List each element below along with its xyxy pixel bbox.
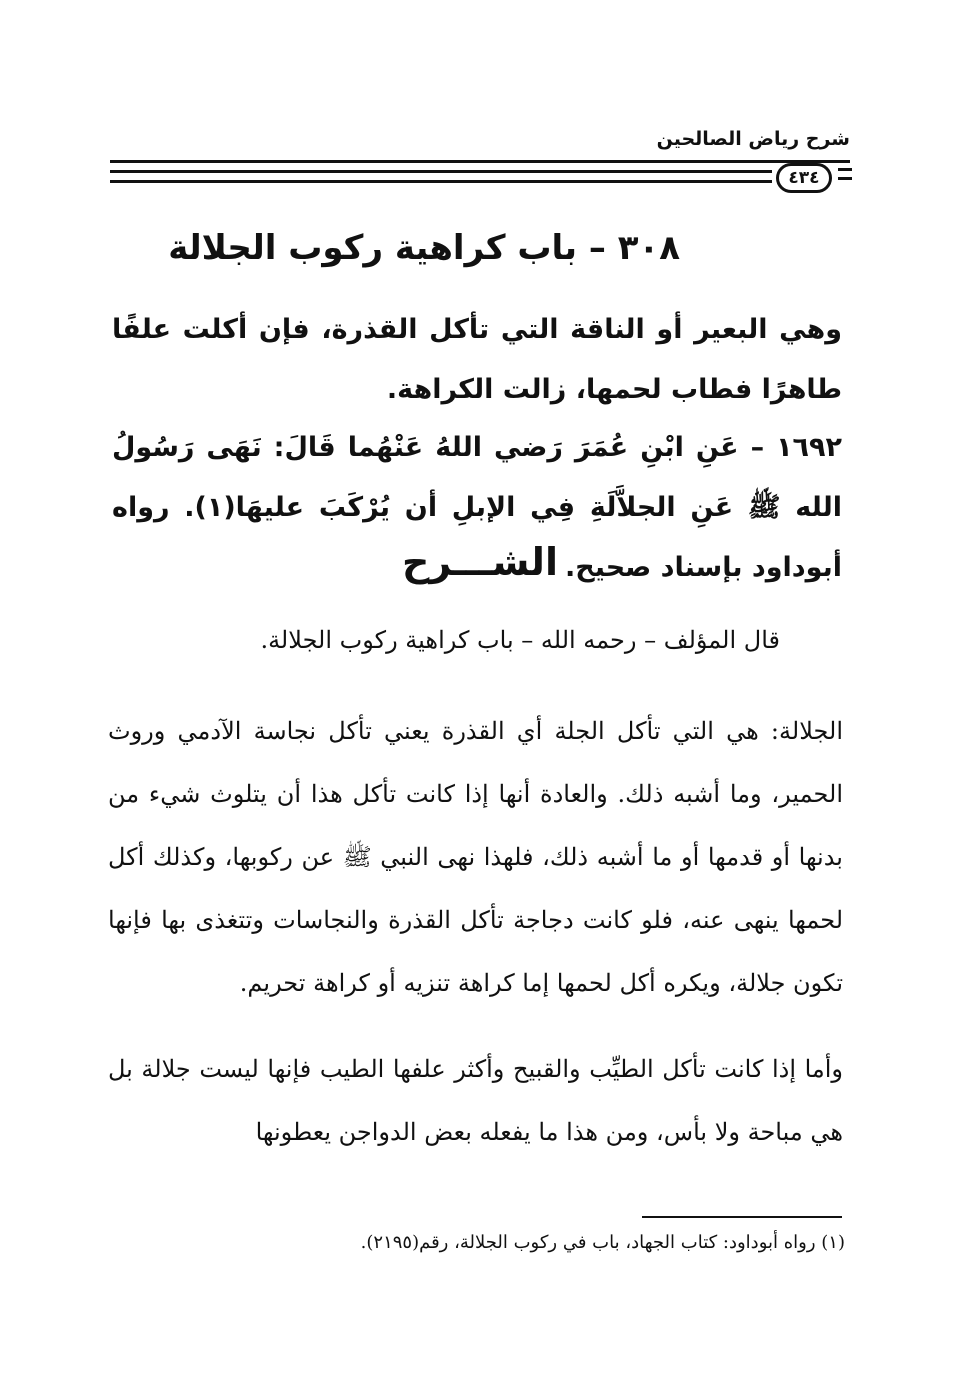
- footnote: (١) رواه أبوداود: كتاب الجهاد، باب في ركوب الجلالة، رقم(٢١٩٥).: [360, 1232, 845, 1253]
- footnote-rule: [642, 1216, 842, 1218]
- hadith-text: ١٦٩٢ – عَنِ ابْنِ عُمَرَ رَضي اللهُ عَنْهُما قَالَ: نَهَى رَسُولُ الله ﷺ عَنِ الجلاَّلَةِ فِي الإبلِ أن يُرْكَبَ عليهَا(١). رواه أبوداود بإسناد صحيح.: [112, 432, 842, 583]
- sharh-paragraph: وأما إذا كانت تأكل الطيِّب والقبيح وأكثر علفها الطيب فإنها ليست جلالة بل هي مباحة ولا بأس، ومن هذا ما يفعله بعض الدواجن يعطونها: [108, 1055, 843, 1146]
- page-number: ٤٣٤: [776, 163, 832, 193]
- header-ornament: [838, 168, 852, 186]
- header-rule-top: [110, 160, 850, 163]
- sharh-paragraph: الجلالة: هي التي تأكل الجلة أي القذرة يعني تأكل نجاسة الآدمي وروث الحمير، وما أشبه ذلك. والعادة أنها إذا كانت تأكل هذا أن يتلوث شيء من بدنها أو قدمها أو ما أشبه ذلك، فلهذا نهى النبي ﷺ عن ركوبها، وكذلك أكل لحمها ينهى عنه، فلو كانت دجاجة تأكل القذرة والنجاسات وتتغذى بها فإنها تكون جلالة، ويكره أكل لحمها إما كراهة تنزيه أو كراهة تحريم.: [108, 717, 843, 997]
- chapter-intro: وهي البعير أو الناقة التي تأكل القذرة، فإن أكلت علفًا طاهرًا فطاب لحمها، زالت الكراهة.: [112, 314, 842, 405]
- sharh-heading: الشـــرح: [402, 540, 558, 584]
- header-rule-left-upper: [110, 170, 772, 173]
- chapter-title: ٣٠٨ – باب كراهية ركوب الجلالة: [168, 228, 680, 268]
- author-line: قال المؤلف – رحمه الله – باب كراهية ركوب الجلالة.: [260, 626, 780, 654]
- running-title: شرح رياض الصالحين: [656, 128, 850, 150]
- header-rule-left-lower: [110, 180, 772, 183]
